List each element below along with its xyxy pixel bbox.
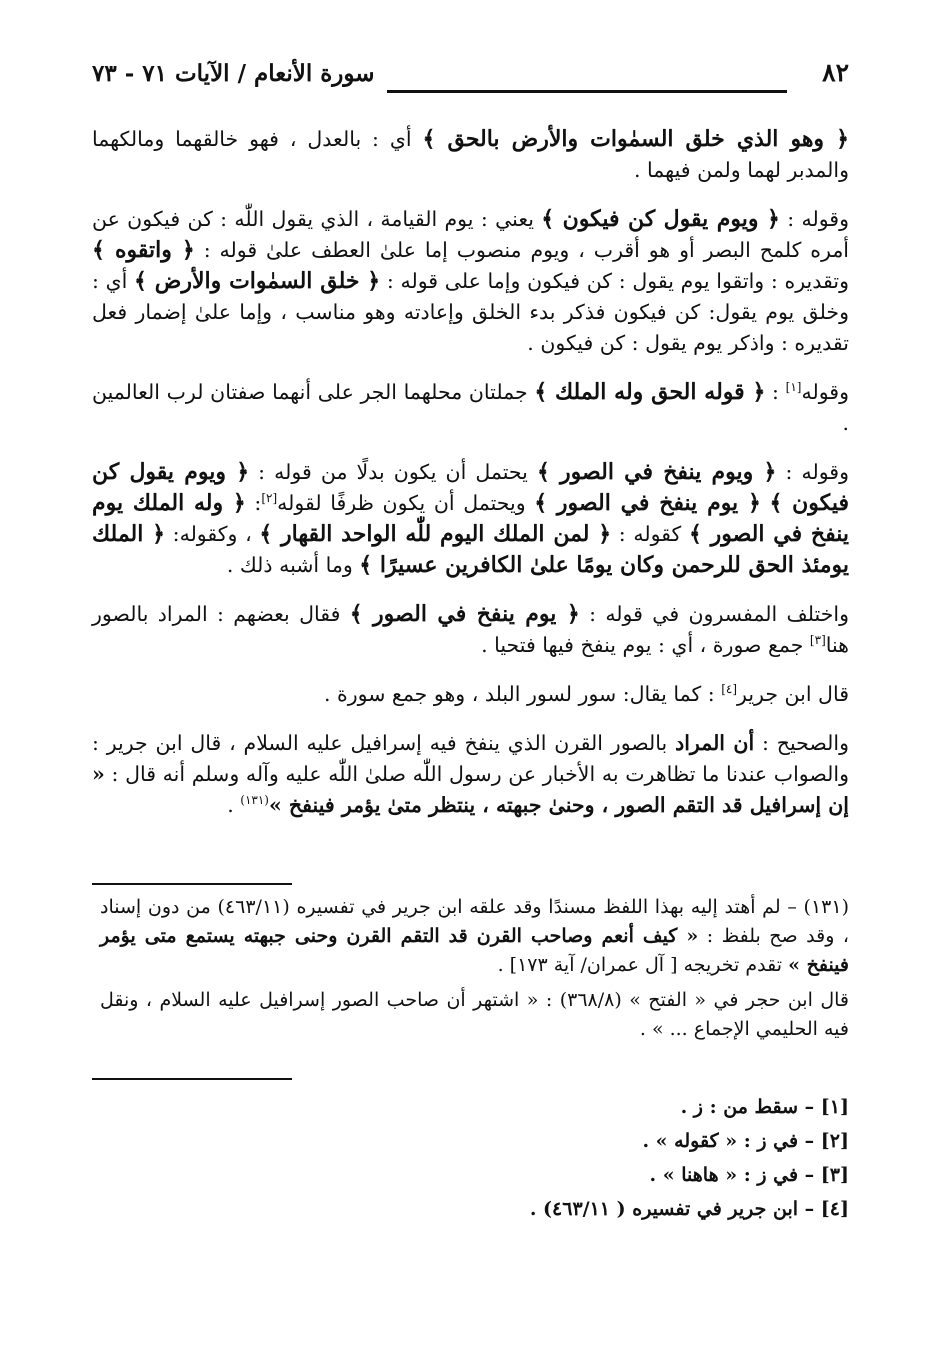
footnote-divider [92, 883, 292, 885]
text: كقوله : [611, 522, 689, 546]
bold-text: أن المراد [675, 731, 755, 755]
quran-quote: ﴿ يوم ينفخ في الصور ﴾ [349, 601, 580, 627]
text: وقوله : [779, 207, 849, 231]
quran-quote: ﴿ قوله الحق وله الملك ﴾ [534, 379, 766, 405]
surah-title: سورة الأنعام / الآيات ٧١ - ٧٣ [92, 60, 375, 87]
text: : [765, 380, 786, 404]
text: جمع صورة ، أي : يوم ينفخ فيها فتحيا . [481, 633, 810, 657]
text: قال ابن جرير [737, 682, 849, 706]
paragraph-7 [92, 728, 849, 821]
footnote-block [100, 893, 849, 1050]
header-rule [387, 90, 787, 93]
quran-quote: ﴿ واتقوه ﴾ [92, 237, 195, 263]
editor-notes [92, 1090, 849, 1226]
quran-quote: ﴿ يوم ينفخ في الصور ﴾ [534, 490, 761, 516]
paragraph-3 [92, 377, 849, 439]
paragraph-1 [92, 124, 849, 186]
text: والصحيح : [754, 731, 849, 755]
footnote-ibn-hajar [100, 986, 849, 1044]
text: أي : بالعدل ، فهو خالقهما ومالكهما والمدبر لهما ولمن فيهما . [92, 127, 849, 182]
text: جملتان محلهما الجر على أنهما صفتان لرب العالمين . [92, 380, 849, 435]
text: أي : وخلق يوم يقول: كن فيكون فذكر بدء الخلق وإعادته وهو مناسب ، وإما علىٰ إضمار فعل تقديره : واذكر يوم يقول : كن فيكون . [92, 269, 849, 355]
quran-quote: ﴿ خلق السمٰوات والأرض ﴾ [134, 268, 381, 294]
note-item: [٣] – في ز : « هاهنا » . [649, 1164, 849, 1186]
main-text [92, 124, 849, 839]
text: بالصور القرن الذي ينفخ فيه إسرافيل عليه السلام ، قال ابن جرير : والصواب عندنا ما تظاهرت به الأخبار عن رسول اللّٰه صلىٰ اللّٰه عليه وآله وسلم أنه قال : [92, 731, 849, 786]
quran-quote: ﴿ وله الملك يوم ينفخ في الصور ﴾ [92, 490, 849, 547]
quran-quote: ﴿ ويوم ينفخ في الصور ﴾ [536, 459, 777, 485]
footnote-131 [100, 893, 849, 980]
note-item: [٤] – ابن جرير في تفسيره ( ٤٦٣/١١) . [529, 1198, 849, 1220]
text: (١٣١) – لم أهتد إليه بهذا اللفظ مسندًا وقد علقه ابن جرير في تفسيره (٤٦٣/١١) من دون إسناد ، وقد صح بلفظ : [100, 896, 849, 947]
note-ref: [٤] [721, 682, 738, 697]
text: : كما يقال: سور لسور البلد ، وهو جمع سورة . [323, 682, 722, 706]
bold-text: « كيف أنعم وصاحب القرن قد التقم القرن وحنى جبهته يستمع متى يؤمر فينفخ » [100, 925, 849, 976]
footnote-ref: (١٣١) [240, 793, 269, 808]
quran-quote: ﴿ لمن الملك اليوم للّٰه الواحد القهار ﴾ [259, 521, 612, 547]
hadith-quote: « إن إسرافيل قد التقم الصور ، وحنىٰ جبهته ، ينتظر متىٰ يؤمر فينفخ » [92, 762, 849, 817]
quran-quote: ﴿ ويوم يقول كن فيكون ﴾ [92, 459, 849, 516]
quran-quote: ﴿ وهو الذي خلق السمٰوات والأرض بالحق ﴾ [422, 126, 849, 152]
text: قال ابن حجر في « الفتح » (٣٦٨/٨) : « اشتهر أن صاحب الصور إسرافيل عليه السلام ، ونقل فيه الحليمي الإجماع ... » . [100, 989, 849, 1040]
paragraph-6 [92, 679, 849, 710]
text: وقوله : [776, 460, 849, 484]
note-ref: [٢] [261, 491, 278, 506]
page-header [92, 58, 849, 98]
text: وقوله [801, 380, 849, 404]
text: تقدم تخريجه [ آل عمران/ آية ١٧٣] . [497, 954, 789, 976]
quran-quote: ﴿ ويوم يقول كن فيكون ﴾ [541, 206, 780, 232]
text: فقال بعضهم : المراد بالصور هنا [92, 602, 849, 657]
text: وتقديره : واتقوا يوم يقول : كن فيكون وإما على قوله : [380, 269, 849, 293]
note-ref: [١] [785, 380, 802, 395]
text: . [227, 793, 241, 817]
paragraph-2 [92, 204, 849, 359]
note-item: [١] – سقط من : ز . [680, 1096, 849, 1118]
text: يحتمل أن يكون بدلًا من قوله : [249, 460, 537, 484]
notes-divider [92, 1078, 292, 1080]
note-item: [٢] – في ز : « كقوله » . [642, 1130, 849, 1152]
text: وما أشبه ذلك . [226, 553, 360, 577]
text: يعني : يوم القيامة ، الذي يقول اللّٰه : كن فيكون عن أمره كلمح البصر أو هو أقرب ، ويوم منصوب إما علىٰ العطف علىٰ قوله : [92, 207, 850, 262]
text: ، وكقوله: [165, 522, 260, 546]
text: ويحتمل أن يكون ظرفًا لقوله [277, 491, 535, 515]
paragraph-4 [92, 457, 849, 581]
text: واختلف المفسرون في قوله : [579, 602, 849, 626]
paragraph-5 [92, 599, 849, 661]
quran-quote: ﴿ الملك يومئذ الحق للرحمن وكان يومًا علىٰ الكافرين عسيرًا ﴾ [92, 521, 849, 578]
page-number: ٨٢ [822, 58, 849, 87]
note-ref: [٣] [809, 633, 826, 648]
text: : [245, 491, 262, 515]
